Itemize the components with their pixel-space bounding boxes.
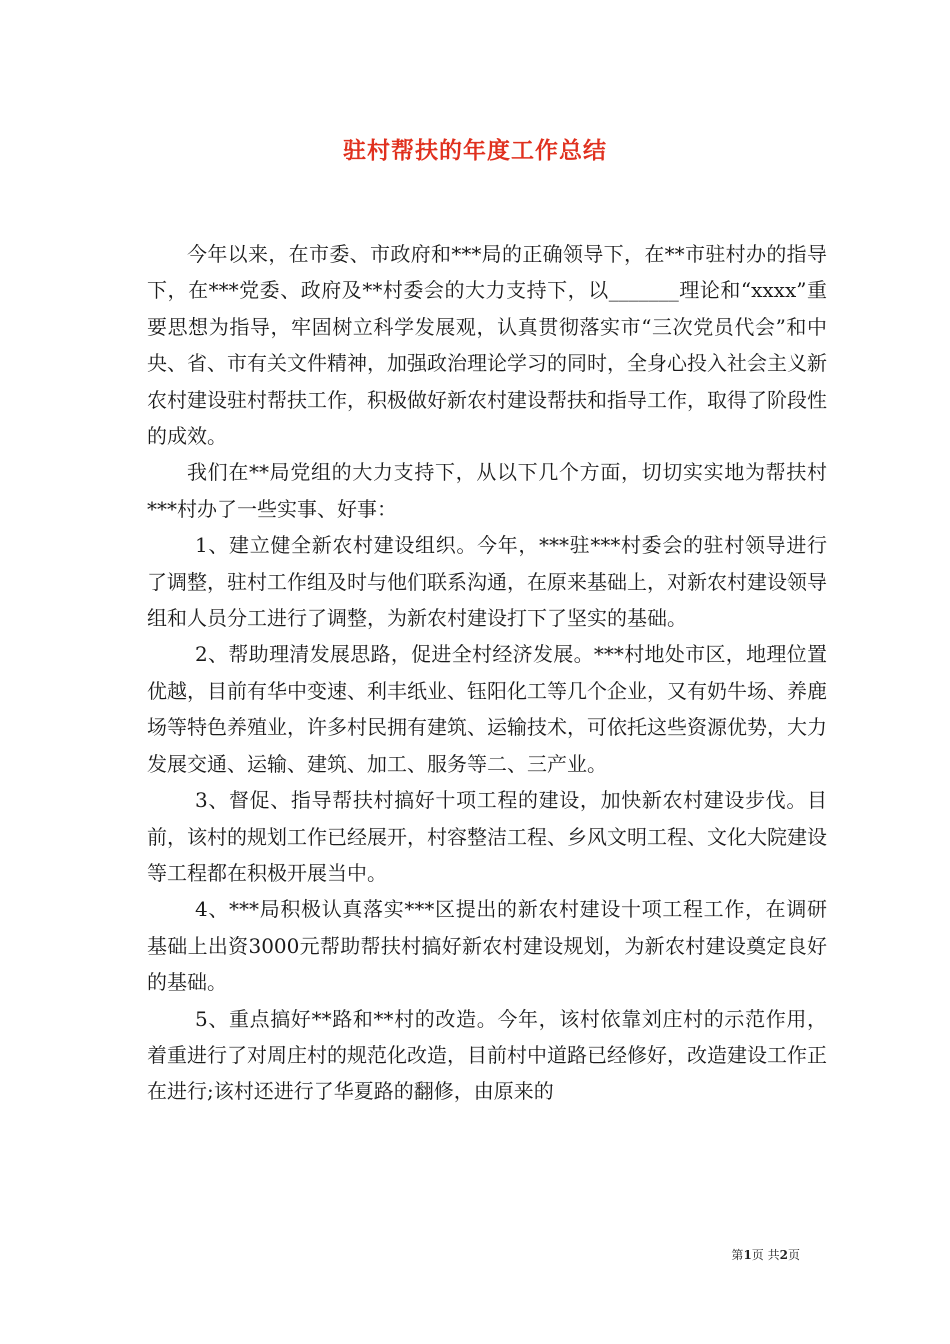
paragraph-item-3: 3、督促、指导帮扶村搞好十项工程的建设，加快新农村建设步伐。目前，该村的规划工作已经展开，村容整洁工程、乡风文明工程、文化大院建设等工程都在积极开展当中。 — [147, 788, 827, 885]
footer-middle: 页 共 — [751, 1248, 780, 1262]
footer-suffix: 页 — [787, 1248, 800, 1262]
page-number-footer — [731, 1246, 800, 1263]
footer-total-pages: 2 — [779, 1248, 788, 1262]
footer-current-page: 1 — [743, 1248, 752, 1262]
paragraph-item-5: 5、重点搞好**路和**村的改造。今年，该村依靠刘庄村的示范作用，着重进行了对周庄村的规范化改造，目前村中道路已经修好，改造建设工作正在进行;该村还进行了华夏路的翻修，由原来的 — [147, 1006, 827, 1104]
paragraph-item-2: 2、帮助理清发展思路，促进全村经济发展。***村地处市区，地理位置优越，目前有华中变速、利丰纸业、钰阳化工等几个企业，又有奶牛场、养鹿场等特色养殖业，许多村民拥有建筑、运输技术，可依托这些资源优势，大力发展交通、运输、建筑、加工、服务等二、三产业。 — [147, 642, 827, 776]
footer-prefix: 第 — [731, 1248, 744, 1262]
paragraph-summary: 我们在**局党组的大力支持下，从以下几个方面，切切实实地为帮扶村***村办了一些实事、好事： — [147, 460, 827, 521]
paragraph-item-1: 1、建立健全新农村建设组织。今年，***驻***村委会的驻村领导进行了调整，驻村工作组及时与他们联系沟通，在原来基础上，对新农村建设领导组和人员分工进行了调整，为新农村建设打下了坚实的基础。 — [147, 533, 827, 631]
paragraph-intro: 今年以来，在市委、市政府和***局的正确领导下，在**市驻村办的指导下，在***党委、政府及**村委会的大力支持下，以_______理论和“xxxx”重要思想为指导，牢固树立科学发展观，认真贯彻落实市“三次党员代会”和中央、省、市有关文件精神，加强政治理论学习的同时，全身心投入社会主义新农村建设驻村帮扶工作，积极做好新农村建设帮扶和指导工作，取得了阶段性的成效。 — [147, 242, 827, 449]
document-body — [147, 236, 827, 1110]
document-title: 驻村帮扶的年度工作总结 — [343, 138, 607, 164]
paragraph-item-4: 4、***局积极认真落实***区提出的新农村建设十项工程工作，在调研基础上出资3000元帮助帮扶村搞好新农村建设规划，为新农村建设奠定良好的基础。 — [147, 897, 827, 995]
